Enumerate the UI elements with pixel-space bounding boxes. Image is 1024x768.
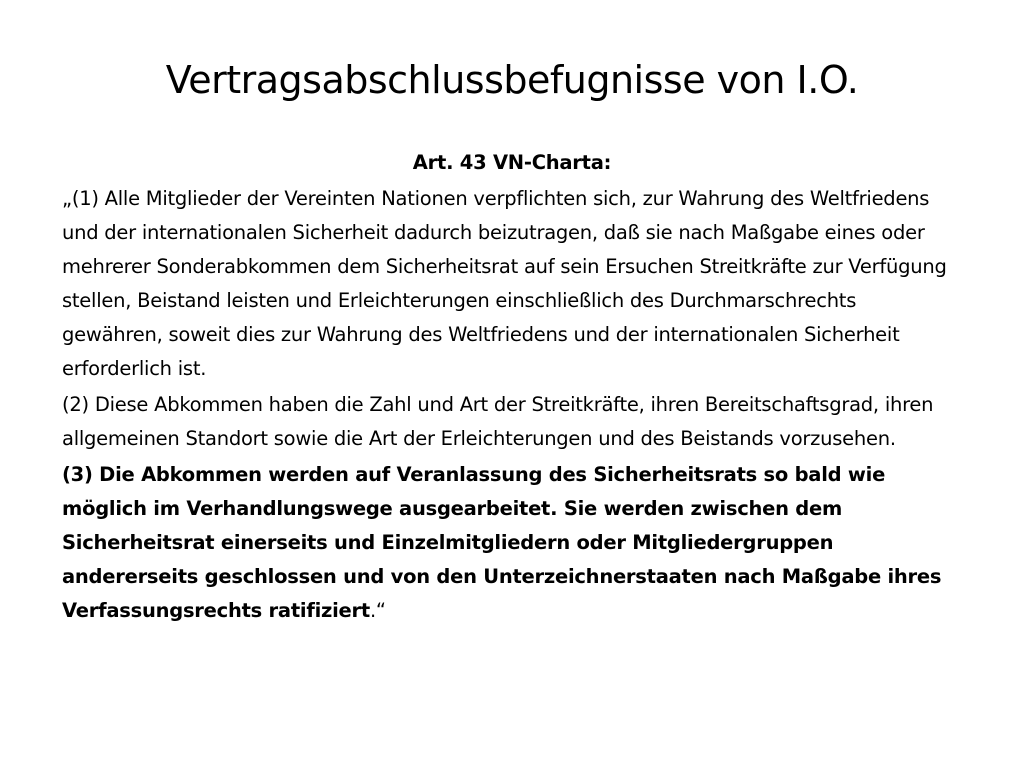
paragraph-1: „(1) Alle Mitglieder der Vereinten Nationen verpflichten sich, zur Wahrung des Weltfriedens und der internationalen Sicherheit dadurch beizutragen, daß sie nach Maßgabe eines oder mehrerer Sonderabkommen dem Sicherheitsrat auf sein Ersuchen Streitkräfte zur Verfügung stellen, Beistand leisten und Erleichterungen einschließlich des Durchmarschrechts gewähren, soweit dies zur Wahrung des Weltfriedens und der internationalen Sicherheit erforderlich ist. (62, 187, 947, 380)
paragraph-3 (62, 458, 962, 628)
slide-title: Vertragsabschlussbefugnisse von I.O. (165, 58, 859, 102)
paragraph-3-closing-quote: .“ (369, 599, 386, 622)
slide-body (62, 146, 962, 630)
article-heading: Art. 43 VN-Charta: (412, 151, 612, 174)
paragraph-3-text: (3) Die Abkommen werden auf Veranlassung des Sicherheitsrats so bald wie möglich im Verhandlungswege ausgearbeitet. Sie werden zwischen dem Sicherheitsrat einerseits und Einzelmitgliedern oder Mitgliedergruppen andererseits geschlossen und von den Unterzeichnerstaaten nach Maßgabe ihres Verfassungsrechts ratifiziert (62, 463, 942, 622)
paragraph-2: (2) Diese Abkommen haben die Zahl und Art der Streitkräfte, ihren Bereitschaftsgrad, ihren allgemeinen Standort sowie die Art der Erleichterungen und des Beistands vorzusehen. (62, 393, 934, 450)
